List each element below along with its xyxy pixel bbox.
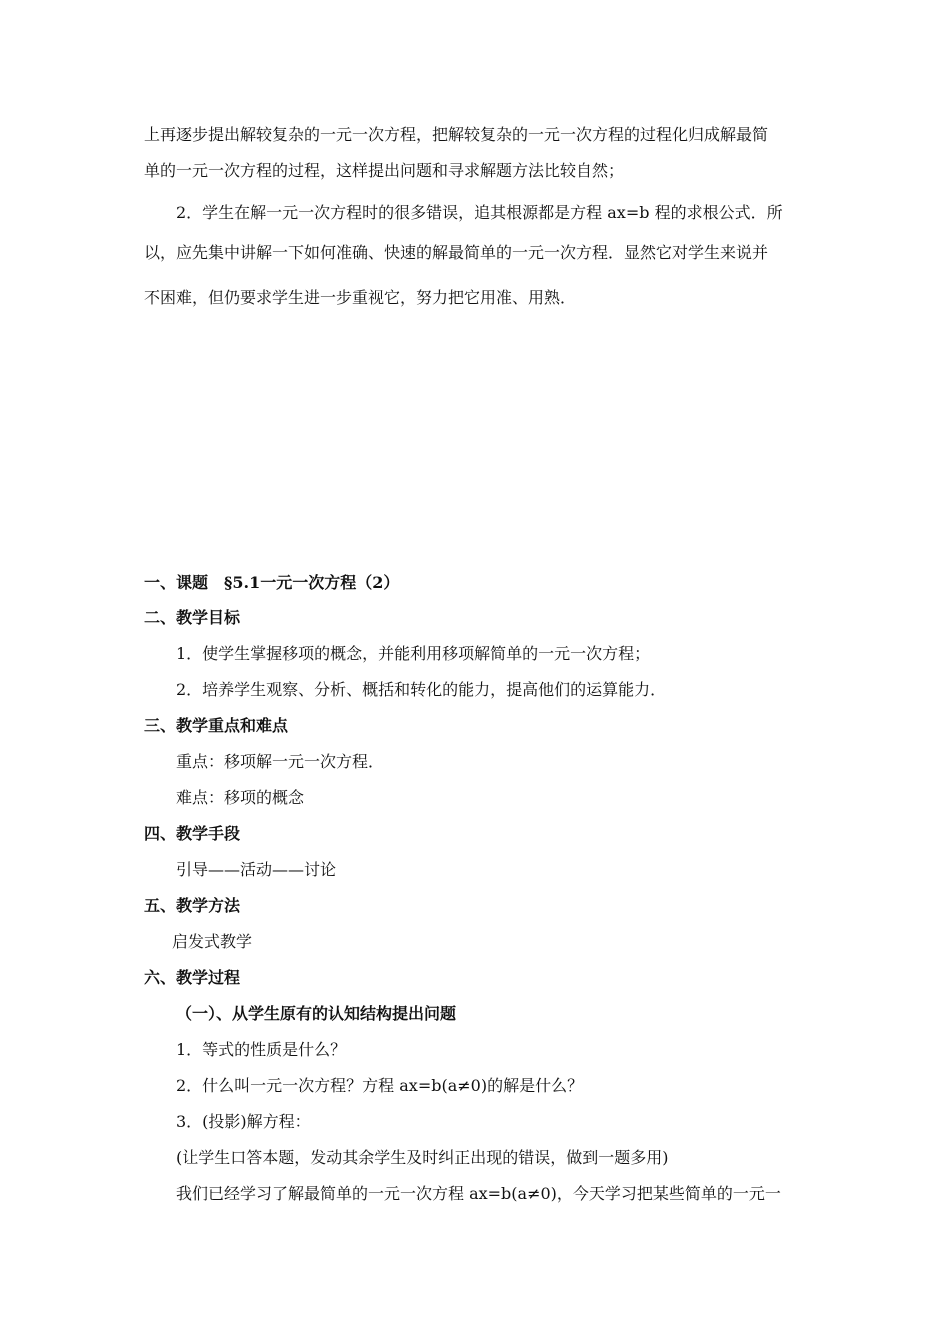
question-1: 1．等式的性质是什么？ [176,1040,347,1059]
intro-paragraph-2-line-2: 以，应先集中讲解一下如何准确、快速的解最简单的一元一次方程．显然它对学生来说并 [144,243,769,262]
section-title-key-points: 三、教学重点和难点 [144,716,289,735]
lesson-paragraph: 我们已经学习了解最简单的一元一次方程 ax=b(a≠0)，今天学习把某些简单的一元一 [176,1184,781,1203]
section-title-goals: 二、教学目标 [144,608,241,627]
section-title-lesson: 一、课题 §5.1一元一次方程（2） [144,573,400,592]
question-3: 3．(投影)解方程： [176,1112,311,1131]
goal-item-1: 1．使学生掌握移项的概念，并能利用移项解简单的一元一次方程； [176,644,651,663]
intro-paragraph-1-line-2: 单的一元一次方程的过程，这样提出问题和寻求解题方法比较自然； [144,161,625,180]
subsection-title-1: （一）、从学生原有的认知结构提出问题 [176,1004,457,1023]
section-title-means: 四、教学手段 [144,824,241,843]
teaching-method-text: 启发式教学 [172,932,253,951]
difficult-point: 难点：移项的概念 [176,788,305,807]
question-2: 2．什么叫一元一次方程？方程 ax=b(a≠0)的解是什么？ [176,1076,584,1095]
goal-item-2: 2．培养学生观察、分析、概括和转化的能力，提高他们的运算能力． [176,680,667,699]
key-point: 重点：移项解一元一次方程． [176,752,385,771]
teacher-note: (让学生口答本题，发动其余学生及时纠正出现的错误，做到一题多用) [176,1148,669,1167]
intro-paragraph-2-line-1: 2．学生在解一元一次方程时的很多错误，追其根源都是方程 ax=b 程的求根公式．所 [176,203,783,222]
section-title-process: 六、教学过程 [144,968,241,987]
teaching-means-text: 引导——活动——讨论 [176,860,337,879]
section-title-method: 五、教学方法 [144,896,241,915]
intro-paragraph-2-line-3: 不困难，但仍要求学生进一步重视它，努力把它用准、用熟． [144,288,577,307]
intro-paragraph-1-line-1: 上再逐步提出解较复杂的一元一次方程，把解较复杂的一元一次方程的过程化归成解最简 [144,125,769,144]
